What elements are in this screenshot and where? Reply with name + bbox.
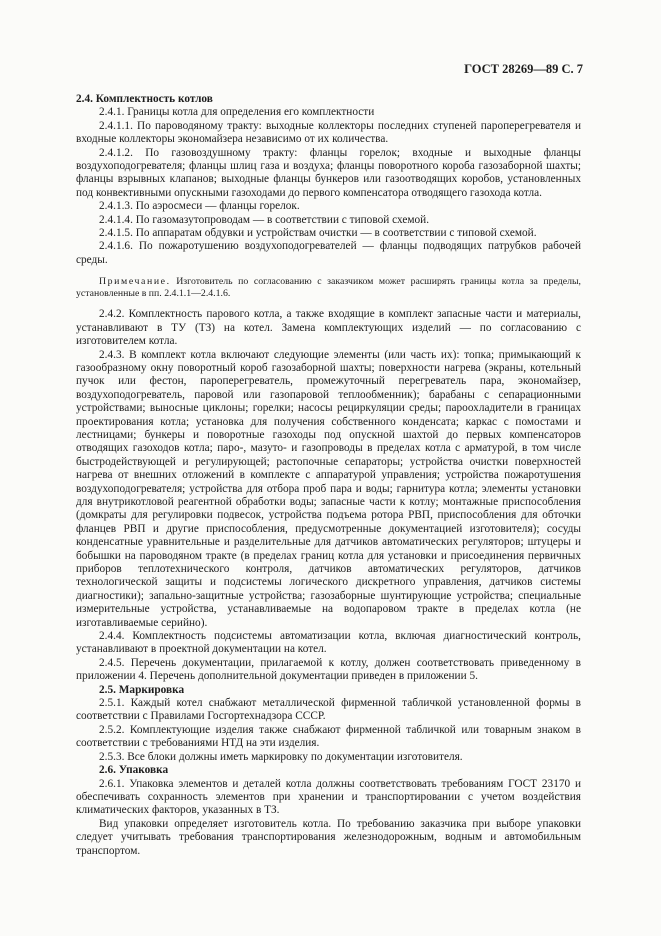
document-body [76,93,581,858]
paragraph: 2.4.1.2. По газовоздушному тракту: фланцы горелок; входные и выходные фланцы воздухоподогревателя; фланцы шлиц газа и воздуха; фланцы поворотного короба газозаборной шахты; фланцы взрывных клапанов; выходные фланцы бункеров или газоотводящих коробов, установленных под конвективными опускными газоходами до первого компенсатора отводящего газохода котла. [76,146,581,199]
paragraph: 2.4.1.6. По пожаротушению воздухоподогревателей — фланцы подводящих патрубков рабочей среды. [76,240,581,266]
paragraph: 2.4.4. Комплектность подсистемы автоматизации котла, включая диагностический контроль, устанавливают в проектной документации на котел. [76,630,581,656]
section-heading: 2.6. Упаковка [99,764,169,777]
section-2-4-text [76,93,581,267]
paragraph: 2.5.2. Комплектующие изделия также снабжают фирменной табличкой или товарным знаком в соответствии с требованиями НТД на эти изделия. [76,723,581,750]
page-header: ГОСТ 28269—89 С. 7 [464,62,583,76]
paragraph: 2.6.1. Упаковка элементов и деталей котла должны соответствовать требованиям ГОСТ 23170 и обеспечивать сохранность элементов при хранении и транспортировании с учетом воздействия климатических факторов, указанных в ТЗ. [76,777,581,817]
paragraph: 2.4.1.4. По газомазутопроводам — в соответствии с типовой схемой. [99,213,430,226]
paragraph: 2.4.1.5. По аппаратам обдувки и устройствам очистки — в соответствии с типовой схемой. [99,227,537,240]
note [76,276,581,300]
paragraph: 2.5.3. Все блоки должны иметь маркировку по документации изготовителя. [99,750,463,763]
note-label: Примечание. [99,276,171,288]
paragraph: Вид упаковки определяет изготовитель котла. По требованию заказчика при выборе упаковки следует учитывать требования транспортирования железнодорожным, водным и автомобильным транспортом. [76,817,581,857]
paragraph: 2.4.3. В комплект котла включают следующие элементы (или часть их): топка; примыкающий к газообразному окну поворотный короб газозаборной шахты; поверхности нагрева (экраны, котельный пучок или фестон, пароперегреватель, промежуточный перегреватель пара, экономайзер, воздухоподогреватель, паровой или газопаровой теплообменник); барабаны с сепарационными устройствами; выносные циклоны; горелки; насосы рециркуляции среды; пароохладители в границах проектирования котла; установка для получения собственного конденсата; каркас с помостами и лестницами; бункеры и поворотные газоходы под опускной шахтой до первых компенсаторов отводящих газоходов котла; паро-, мазуто- и газопроводы в пределах котла с арматурой, в том числе быстродействующей и регулирующей; растопочные сепараторы; устройства очистки поверхностей нагрева от внешних отложений в комплекте с аппаратурой управления; устройства пожаротушения воздухоподогревателя; устройства для отбора проб пара и воды; гарнитура котла; элементы установки для внутрикотловой реагентной обработки воды; запасные части к котлу; монтажные приспособления (домкраты для регулировки подвесок, устройства подъема ротора РВП, приспособления для обточки фланцев РВП и другие приспособления, предусмотренные документацией изготовителя); сосуды конденсатные уравнительные и разделительные для датчиков автоматических регуляторов; штуцеры и бобышки на пароводяном тракте (в пределах границ котла для установки и присоединения первичных приборов теплотехнического контроля, датчиков автоматических регуляторов, датчиков технологической защиты и подсистемы логического дискретного управления, датчиков системы диагностики); запально-защитные устройства; газозаборные шунтирующие устройства; специальные измерительные устройства, устанавливаемые на водопаровом тракте в пределах котла (не изготавливаемые серийно). [76,348,581,629]
section-heading: 2.5. Маркировка [99,683,185,696]
paragraph: 2.4.5. Перечень документации, прилагаемой к котлу, должен соответствовать приведенному в приложении 4. Перечень дополнительной документации приведен в приложении 5. [76,656,581,683]
note-text: Изготовитель по согласованию с заказчиком может расширять границы котла за пределы, установленные в пп. 2.4.1.1—2.4.1.6. [76,276,581,300]
section-2-4-2-to-2-6-text [76,308,581,858]
paragraph: 2.4.1. Границы котла для определения его комплектности [99,106,375,119]
section-heading: 2.4. Комплектность котлов [76,93,213,105]
paragraph: 2.4.1.1. По пароводяному тракту: выходные коллекторы последних ступеней пароперегревателя и входные коллекторы экономайзера независимо от их количества. [76,119,581,146]
paragraph: 2.4.2. Комплектность парового котла, а также входящие в комплект запасные части и материалы, устанавливают в ТУ (ТЗ) на котел. Замена комплектующих изделий — по согласованию с изготовителем котла. [76,308,581,348]
paragraph: 2.5.1. Каждый котел снабжают металлической фирменной табличкой установленной формы в соответствии с Правилами Госгортехнадзора СССР. [76,697,581,723]
paragraph: 2.4.1.3. По аэросмеси — фланцы горелок. [99,200,300,213]
